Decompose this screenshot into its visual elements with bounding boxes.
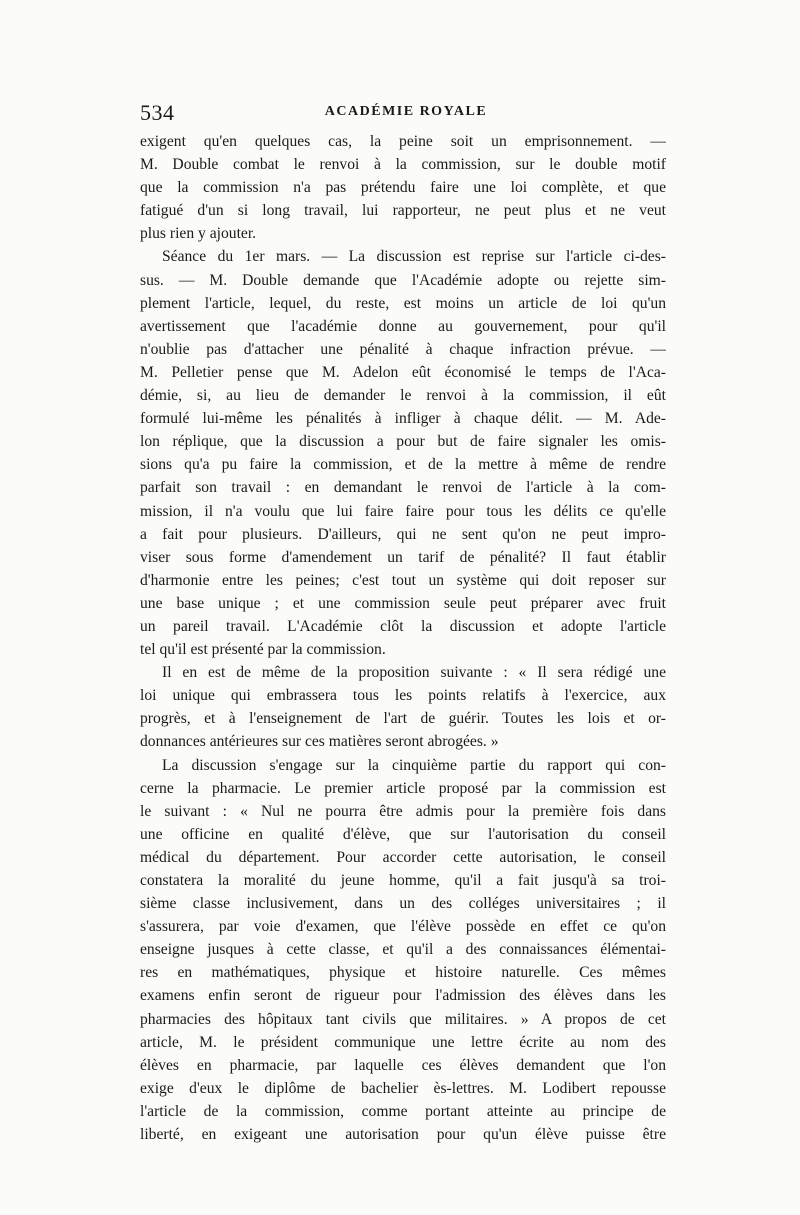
text-line: pharmacies des hôpitaux tant civils que militaires. » A propos de cet	[140, 1010, 666, 1028]
text-line: article, M. le président communique une lettre écrite au nom des	[140, 1033, 666, 1051]
text-line: tel qu'il est présenté par la commission.	[140, 641, 386, 659]
text-line: M. Double combat le renvoi à la commission, sur le double motif	[140, 156, 666, 174]
text-line: plus rien y ajouter.	[140, 225, 257, 243]
text-line: exigent qu'en quelques cas, la peine soit un emprisonnement. —	[140, 133, 666, 150]
text-line: parfait son travail : en demandant le renvoi de l'article à la com-	[140, 479, 666, 497]
text-line: liberté, en exigeant une autorisation pour qu'un élève puisse être	[140, 1126, 666, 1144]
text-line: l'article de la commission, comme portant atteinte au principe de	[140, 1102, 666, 1120]
text-line: loi unique qui embrassera tous les points relatifs à l'exercice, aux	[140, 687, 666, 705]
text-line: Il en est de même de la proposition suivante : « Il sera rédigé une	[162, 664, 666, 682]
text-line: une officine en qualité d'élève, que sur l'autorisation du conseil	[140, 825, 666, 843]
text-line: sus. — M. Double demande que l'Académie adopte ou rejette sim-	[140, 271, 666, 289]
text-line: plement l'article, lequel, du reste, est moins un article de loi qu'un	[140, 294, 666, 312]
text-line: res en mathématiques, physique et histoire naturelle. Ces mêmes	[140, 964, 666, 982]
text-line: examens enfin seront de rigueur pour l'admission des élèves dans les	[140, 987, 666, 1005]
text-line: cerne la pharmacie. Le premier article proposé par la commission est	[140, 779, 666, 797]
text-line: un pareil travail. L'Académie clôt la discussion et adopte l'article	[140, 617, 666, 635]
text-line: que la commission n'a pas prétendu faire une loi complète, et que	[140, 179, 666, 197]
page-number: 534	[140, 100, 175, 125]
text-line: Séance du 1er mars. — La discussion est reprise sur l'article ci-des-	[162, 248, 666, 266]
text-line: s'assurera, par voie d'examen, que l'élève possède en effet ce qu'on	[140, 918, 666, 936]
text-line: progrès, et à l'enseignement de l'art de guérir. Toutes les lois et or-	[140, 710, 666, 728]
text-line: mission, il n'a voulu que lui faire faire pour tous les délits ce qu'elle	[140, 502, 666, 520]
text-line: sième classe inclusivement, dans un des colléges universitaires ; il	[140, 895, 666, 913]
text-line: constatera la moralité du jeune homme, qu'il a fait jusqu'à sa troi-	[140, 872, 666, 889]
text-line: sions qu'a pu faire la commission, et de la mettre à même de rendre	[140, 456, 666, 474]
text-line: démie, si, au lieu de demander le renvoi à la commission, il eût	[140, 387, 666, 405]
page-header	[140, 100, 672, 124]
text-line: avertissement que l'académie donne au gouvernement, pour qu'il	[140, 317, 666, 335]
text-line: exige d'eux le diplôme de bachelier ès-lettres. M. Lodibert repousse	[140, 1079, 666, 1097]
text-line: donnances antérieures sur ces matières seront abrogées. »	[140, 733, 499, 751]
body-text	[140, 130, 666, 1146]
text-line: a fait pour plusieurs. D'ailleurs, qui ne sent qu'on ne peut impro-	[140, 525, 666, 543]
text-line: fatigué d'un si long travail, lui rapporteur, ne peut plus et ne veut	[140, 202, 666, 220]
text-line: le suivant : « Nul ne pourra être admis pour la première fois dans	[140, 802, 666, 820]
text-line: une base unique ; et une commission seule peut préparer avec fruit	[140, 594, 666, 612]
running-head: ACADÉMIE ROYALE	[324, 104, 488, 119]
text-line: lon réplique, que la discussion a pour but de faire signaler les omis-	[140, 433, 666, 451]
text-line: d'harmonie entre les peines; c'est tout un système qui doit reposer sur	[140, 571, 666, 589]
text-line: médical du département. Pour accorder cette autorisation, le conseil	[140, 848, 666, 866]
text-line: formulé lui-même les pénalités à infliger à chaque délit. — M. Ade-	[140, 410, 666, 428]
text-line: n'oublie pas d'attacher une pénalité à chaque infraction prévue. —	[140, 340, 666, 358]
text-line: viser sous forme d'amendement un tarif de pénalité? Il faut établir	[140, 548, 666, 566]
text-line: enseigne jusques à cette classe, et qu'il a des connaissances élémentai-	[140, 941, 666, 959]
text-line: élèves en pharmacie, par laquelle ces élèves demandent que l'on	[140, 1056, 666, 1074]
text-line: La discussion s'engage sur la cinquième partie du rapport qui con-	[162, 756, 666, 774]
text-line: M. Pelletier pense que M. Adelon eût économisé le temps de l'Aca-	[140, 363, 666, 381]
